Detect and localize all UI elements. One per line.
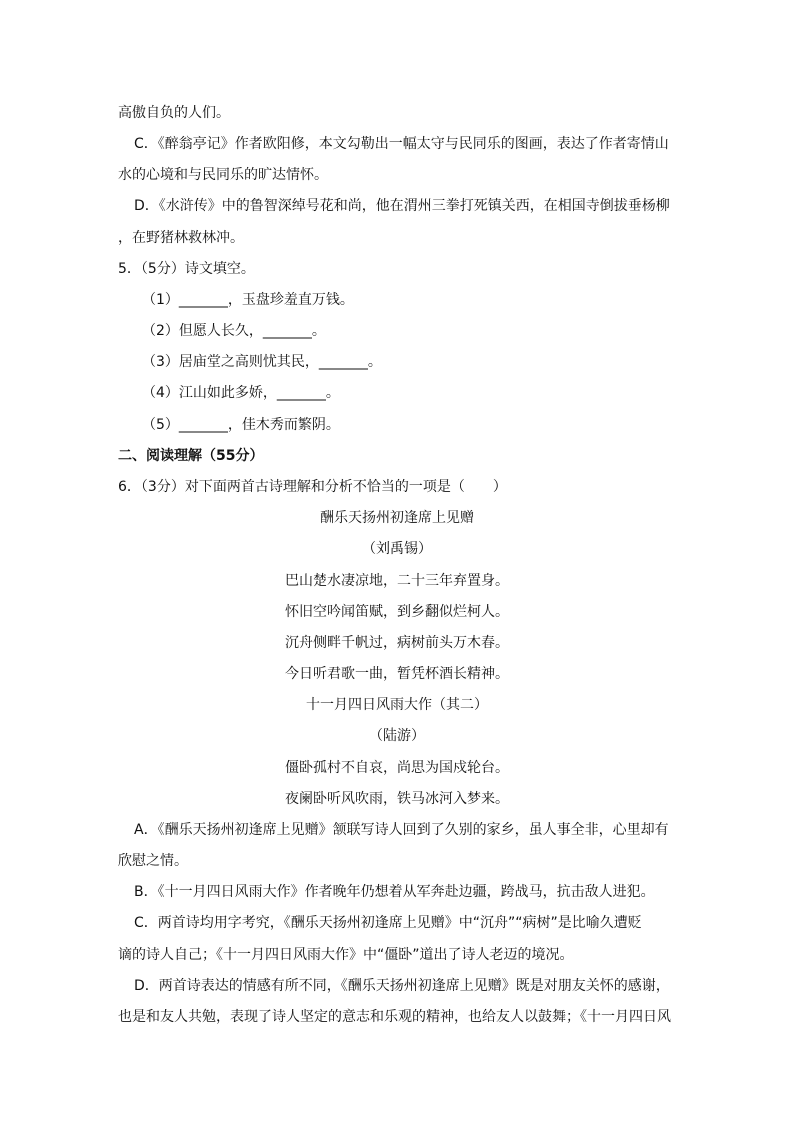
fill-blank-2: （2）但愿人长久，_______。 bbox=[142, 323, 326, 339]
answer-option-d: D．两首诗表达的情感有所不同，《酬乐天扬州初逢席上见赠》既是对朋友关怀的感谢， bbox=[134, 978, 670, 994]
fill-blank-1: （1）_______，玉盘珍羞直万钱。 bbox=[142, 292, 354, 308]
question-5-title: 5．（5分）诗文填空。 bbox=[118, 261, 255, 277]
fill-blank-5: （5）_______，佳木秀而繁阴。 bbox=[142, 417, 340, 433]
poem-2-author: （陆游） bbox=[369, 728, 425, 744]
text-line-option-d-end: ，在野猪林救林冲。 bbox=[118, 230, 244, 246]
answer-option-a: A．《酬乐天扬州初逢席上见赠》颔联写诗人回到了久别的家乡，虽人事全非，心里却有 bbox=[134, 822, 669, 838]
text-line-option-c: C．《醉翁亭记》作者欧阳修，本文勾勒出一幅太守与民同乐的图画，表达了作者寄情山 bbox=[134, 136, 669, 152]
answer-option-c: C．两首诗均用字考究，《酬乐天扬州初逢席上见赠》中“沉舟”“病树”是比喻久遭贬 bbox=[134, 915, 642, 931]
poem-2-line-1: 僵卧孤村不自哀，尚思为国戍轮台。 bbox=[285, 760, 509, 776]
poem-2-line-2: 夜阑卧听风吹雨，铁马冰河入梦来。 bbox=[285, 791, 509, 807]
text-line-option-c-end: 水的心境和与民同乐的旷达情怀。 bbox=[118, 167, 328, 183]
section-heading-reading: 二、阅读理解（55分） bbox=[118, 448, 264, 464]
fill-blank-3: （3）居庙堂之高则忧其民，_______。 bbox=[142, 354, 382, 370]
poem-1-line-4: 今日听君歌一曲，暂凭杯酒长精神。 bbox=[285, 666, 509, 682]
answer-option-d-cont: 也是和友人共勉，表现了诗人坚定的意志和乐观的精神，也给友人以鼓舞；《十一月四日风 bbox=[118, 1009, 671, 1025]
poem-1-title: 酬乐天扬州初逢席上见赠 bbox=[320, 510, 474, 526]
question-6-title: 6．（3分）对下面两首古诗理解和分析不恰当的一项是（ ） bbox=[118, 479, 507, 495]
poem-1-line-2: 怀旧空吟闻笛赋，到乡翻似烂柯人。 bbox=[285, 604, 509, 620]
answer-option-b: B．《十一月四日风雨大作》作者晚年仍想着从军奔赴边疆，跨战马，抗击敌人进犯。 bbox=[134, 884, 655, 900]
answer-option-c-end: 谪的诗人自己；《十一月四日风雨大作》中“僵卧”道出了诗人老迈的境况。 bbox=[118, 947, 574, 963]
fill-blank-4: （4）江山如此多娇，_______。 bbox=[142, 385, 340, 401]
text-line-option-b-end: 高傲自负的人们。 bbox=[118, 105, 230, 121]
poem-2-title: 十一月四日风雨大作（其二） bbox=[306, 697, 488, 713]
poem-1-line-1: 巴山楚水凄凉地，二十三年弃置身。 bbox=[285, 573, 509, 589]
poem-1-line-3: 沉舟侧畔千帆过，病树前头万木春。 bbox=[285, 635, 509, 651]
answer-option-a-end: 欣慰之情。 bbox=[118, 853, 188, 869]
poem-1-author: （刘禹锡） bbox=[362, 541, 432, 557]
text-line-option-d: D．《水浒传》中的鲁智深绰号花和尚，他在渭州三拳打死镇关西，在相国寺倒拔垂杨柳 bbox=[134, 198, 670, 214]
